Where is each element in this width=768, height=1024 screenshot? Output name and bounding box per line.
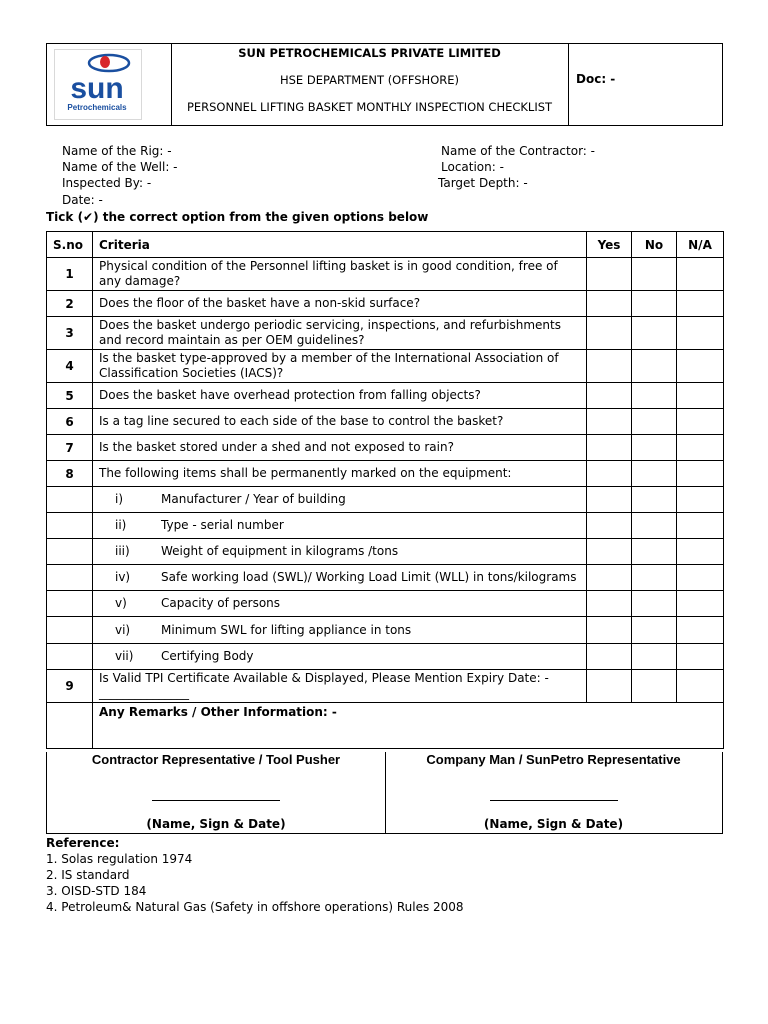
sub-item-number: i): [115, 492, 124, 506]
table-row: [47, 670, 724, 703]
doc-cell: [568, 44, 722, 125]
row-sno: [47, 513, 93, 539]
sub-item-number: v): [115, 596, 127, 610]
row-sno: 7: [47, 435, 93, 461]
na-checkbox[interactable]: [677, 644, 724, 670]
yes-checkbox[interactable]: [587, 435, 632, 461]
yes-checkbox[interactable]: [587, 461, 632, 487]
signature-block: [46, 752, 723, 834]
remarks-row: [47, 703, 724, 749]
no-checkbox[interactable]: [632, 670, 677, 703]
yes-checkbox[interactable]: [587, 670, 632, 703]
row-criteria: [93, 644, 587, 670]
row-criteria: The following items shall be permanently marked on the equipment:: [93, 461, 587, 487]
row-sno: [47, 617, 93, 644]
yes-checkbox[interactable]: [587, 617, 632, 644]
no-checkbox[interactable]: [632, 258, 677, 291]
na-checkbox[interactable]: [677, 617, 724, 644]
yes-checkbox[interactable]: [587, 539, 632, 565]
table-header-row: [47, 232, 724, 258]
row-sno: 6: [47, 409, 93, 435]
form-title: PERSONNEL LIFTING BASKET MONTHLY INSPECTION CHECKLIST: [186, 100, 553, 114]
yes-checkbox[interactable]: [587, 317, 632, 350]
logo-brand-text: sun: [70, 72, 124, 105]
company-name: SUN PETROCHEMICALS PRIVATE LIMITED: [238, 46, 501, 60]
table-row: [47, 291, 724, 317]
yes-checkbox[interactable]: [587, 291, 632, 317]
row-sno: [47, 539, 93, 565]
na-checkbox[interactable]: [677, 591, 724, 617]
table-row: [47, 258, 724, 291]
references-section: [46, 835, 464, 915]
contractor-signature-title: Contractor Representative / Tool Pusher: [91, 752, 341, 767]
row-sno: 3: [47, 317, 93, 350]
department-name: HSE DEPARTMENT (OFFSHORE): [279, 73, 459, 87]
yes-checkbox[interactable]: [587, 513, 632, 539]
company-signature-line[interactable]: [490, 800, 618, 801]
title-cell: [171, 44, 569, 125]
row-criteria: [93, 539, 587, 565]
row-criteria: Is a tag line secured to each side of the base to control the basket?: [93, 409, 587, 435]
company-logo: [54, 49, 142, 120]
instruction-text: Tick (✔) the correct option from the given options below: [46, 210, 429, 224]
no-checkbox[interactable]: [632, 350, 677, 383]
reference-item: 1. Solas regulation 1974: [46, 852, 193, 866]
row-criteria: Is the basket type-approved by a member of the International Association of Classification Societies (IACS)?: [93, 350, 587, 383]
contractor-signature-caption: (Name, Sign & Date): [146, 817, 286, 831]
row-criteria: [93, 617, 587, 644]
reference-item: 4. Petroleum& Natural Gas (Safety in offshore operations) Rules 2008: [46, 900, 464, 914]
yes-checkbox[interactable]: [587, 565, 632, 591]
header-na: N/A: [677, 232, 724, 258]
well-name-field: Name of the Well: -: [62, 160, 178, 174]
logo-cell: [47, 44, 172, 125]
row-criteria: Physical condition of the Personnel lifting basket is in good condition, free of any damage?: [93, 258, 587, 291]
na-checkbox[interactable]: [677, 291, 724, 317]
yes-checkbox[interactable]: [587, 644, 632, 670]
rig-name-field: Name of the Rig: -: [62, 144, 172, 158]
sun-logo-icon: [55, 50, 141, 119]
row-criteria: [93, 487, 587, 513]
sub-item-row: [47, 591, 724, 617]
row-sno: 5: [47, 383, 93, 409]
yes-checkbox[interactable]: [587, 350, 632, 383]
header-no: No: [632, 232, 677, 258]
sub-item-row: [47, 565, 724, 591]
no-checkbox[interactable]: [632, 591, 677, 617]
remarks-label: Any Remarks / Other Information: -: [99, 705, 337, 719]
row-criteria: Does the floor of the basket have a non-skid surface?: [93, 291, 587, 317]
sub-item-text: Weight of equipment in kilograms /tons: [161, 544, 399, 558]
sub-item-text: Safe working load (SWL)/ Working Load Limit (WLL) in tons/kilograms: [161, 570, 577, 584]
yes-checkbox[interactable]: [587, 487, 632, 513]
contractor-name-field: Name of the Contractor: -: [441, 144, 595, 158]
no-checkbox[interactable]: [632, 487, 677, 513]
row-criteria: Is the basket stored under a shed and not exposed to rain?: [93, 435, 587, 461]
row-sno: 1: [47, 258, 93, 291]
na-checkbox[interactable]: [677, 409, 724, 435]
company-signature: [385, 752, 722, 833]
row-sno: [47, 591, 93, 617]
no-checkbox[interactable]: [632, 565, 677, 591]
na-checkbox[interactable]: [677, 670, 724, 703]
row-criteria: Does the basket undergo periodic servicing, inspections, and refurbishments and record maintain as per OEM guidelines?: [93, 317, 587, 350]
row-criteria: [93, 591, 587, 617]
header-block: [46, 43, 723, 126]
contractor-signature-line[interactable]: [152, 800, 280, 801]
sub-item-text: Type - serial number: [161, 518, 284, 532]
na-checkbox[interactable]: [677, 461, 724, 487]
na-checkbox[interactable]: [677, 539, 724, 565]
sub-item-number: vi): [115, 622, 131, 637]
references-title: Reference:: [46, 836, 120, 850]
no-checkbox[interactable]: [632, 513, 677, 539]
sub-item-row: [47, 644, 724, 670]
header-sno: S.no: [47, 232, 93, 258]
inspected-by-field: Inspected By: -: [62, 176, 152, 190]
sub-item-number: iii): [115, 544, 130, 558]
reference-item: 2. IS standard: [46, 868, 130, 882]
no-checkbox[interactable]: [632, 317, 677, 350]
table-row: [47, 435, 724, 461]
sub-item-text: Manufacturer / Year of building: [161, 492, 346, 506]
sub-item-row: [47, 617, 724, 644]
no-checkbox[interactable]: [632, 409, 677, 435]
na-checkbox[interactable]: [677, 258, 724, 291]
sub-item-text: Minimum SWL for lifting appliance in tons: [161, 622, 412, 637]
row-sno: 2: [47, 291, 93, 317]
row-sno: 9: [47, 670, 93, 703]
header-criteria: Criteria: [93, 232, 587, 258]
table-row: [47, 350, 724, 383]
sub-item-row: [47, 487, 724, 513]
expiry-date-blank: _______________: [99, 686, 189, 700]
row-sno: [47, 703, 93, 749]
sub-item-text: Capacity of persons: [161, 596, 281, 610]
sub-item-text: Certifying Body: [161, 649, 254, 663]
table-row: [47, 383, 724, 409]
sub-item-number: vii): [115, 649, 134, 663]
company-signature-caption: (Name, Sign & Date): [483, 817, 624, 831]
table-row: [47, 317, 724, 350]
no-checkbox[interactable]: [632, 617, 677, 644]
na-checkbox[interactable]: [677, 565, 724, 591]
na-checkbox[interactable]: [677, 487, 724, 513]
row-sno: 4: [47, 350, 93, 383]
doc-number: Doc: -: [576, 72, 616, 86]
no-checkbox[interactable]: [632, 435, 677, 461]
sub-item-row: [47, 513, 724, 539]
sub-item-row: [47, 539, 724, 565]
no-checkbox[interactable]: [632, 383, 677, 409]
row-sno: 8: [47, 461, 93, 487]
row-criteria: [93, 670, 587, 703]
no-checkbox[interactable]: [632, 539, 677, 565]
row-sno: [47, 565, 93, 591]
remarks-field[interactable]: [93, 703, 724, 749]
header-yes: Yes: [587, 232, 632, 258]
reference-item: 3. OISD-STD 184: [46, 884, 147, 898]
logo-sub-text: Petrochemicals: [67, 103, 127, 112]
date-field: Date: -: [62, 193, 103, 207]
company-signature-title: Company Man / SunPetro Representative: [426, 752, 681, 767]
table-row: [47, 409, 724, 435]
row-sno: [47, 487, 93, 513]
tpi-question: Is Valid TPI Certificate Available & Displayed, Please Mention Expiry Date: -: [99, 671, 549, 685]
sub-item-number: ii): [115, 518, 127, 532]
sub-item-number: iv): [115, 570, 131, 584]
na-checkbox[interactable]: [677, 383, 724, 409]
row-criteria: [93, 565, 587, 591]
inspection-checklist-table: [46, 231, 724, 749]
yes-checkbox[interactable]: [587, 383, 632, 409]
na-checkbox[interactable]: [677, 350, 724, 383]
yes-checkbox[interactable]: [587, 258, 632, 291]
no-checkbox[interactable]: [632, 461, 677, 487]
row-criteria: [93, 513, 587, 539]
yes-checkbox[interactable]: [587, 591, 632, 617]
contractor-signature: [47, 752, 386, 833]
no-checkbox[interactable]: [632, 291, 677, 317]
na-checkbox[interactable]: [677, 317, 724, 350]
na-checkbox[interactable]: [677, 513, 724, 539]
table-row: [47, 461, 724, 487]
row-criteria: Does the basket have overhead protection from falling objects?: [93, 383, 587, 409]
no-checkbox[interactable]: [632, 644, 677, 670]
row-sno: [47, 644, 93, 670]
target-depth-field: Target Depth: -: [438, 176, 528, 190]
location-field: Location: -: [441, 160, 504, 174]
na-checkbox[interactable]: [677, 435, 724, 461]
yes-checkbox[interactable]: [587, 409, 632, 435]
